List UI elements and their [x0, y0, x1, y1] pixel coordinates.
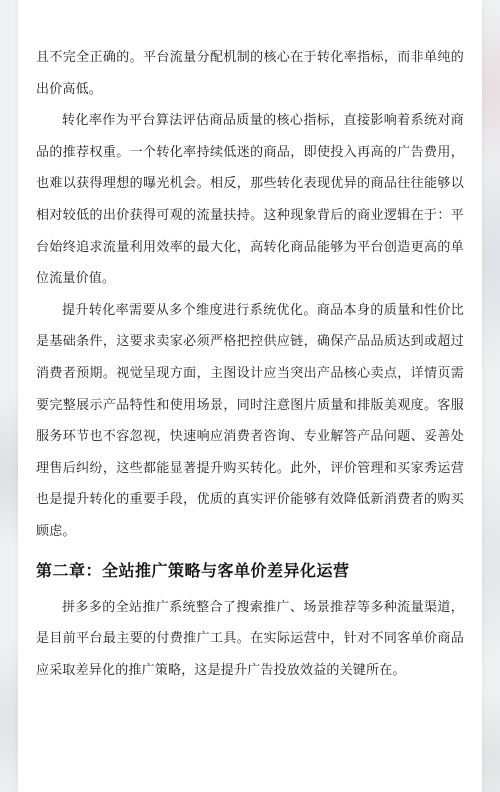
paragraph-conversion-rate: 转化率作为平台算法评估商品质量的核心指标，直接影响着系统对商品的推荐权重。一个转化率持续低迷的商品，即使投入再高的广告费用，也难以获得理想的曝光机会。相反，那些转化表现优异的商品往往能够以相对较低的出价获得可观的流量扶持。这种现象背后的商业逻辑在于：平台始终追求流量利用效率的最大化，高转化商品能够为平台创造更高的单位流量价值。	[36, 113, 464, 287]
paragraph-promotion-system: 拼多多的全站推广系统整合了搜索推广、场景推荐等多种流量渠道，是目前平台最主要的付费推广工具。在实际运营中，针对不同客单价商品应采取差异化的推广策略，这是提升广告投放效益的关键所在。	[36, 599, 464, 678]
document-content	[36, 0, 464, 686]
paragraph-optimization: 提升转化率需要从多个维度进行系统优化。商品本身的质量和性价比是基础条件，这要求卖家必须严格把控供应链，确保产品品质达到或超过消费者预期。视觉呈现方面，主图设计应当突出产品核心卖点，详情页需要完整展示产品特性和使用场景，同时注意图片质量和排版美观度。客服服务环节也不容忽视，快速响应消费者咨询、专业解答产品问题、妥善处理售后纠纷，这些都能显著提升购买转化。此外，评价管理和买家秀运营也是提升转化的重要手段，优质的真实评价能够有效降低新消费者的购买顾虑。	[36, 302, 464, 539]
paragraph-continued: 且不完全正确的。平台流量分配机制的核心在于转化率指标，而非单纯的出价高低。	[36, 50, 464, 97]
chapter-heading: 第二章：全站推广策略与客单价差异化运营	[36, 560, 350, 580]
